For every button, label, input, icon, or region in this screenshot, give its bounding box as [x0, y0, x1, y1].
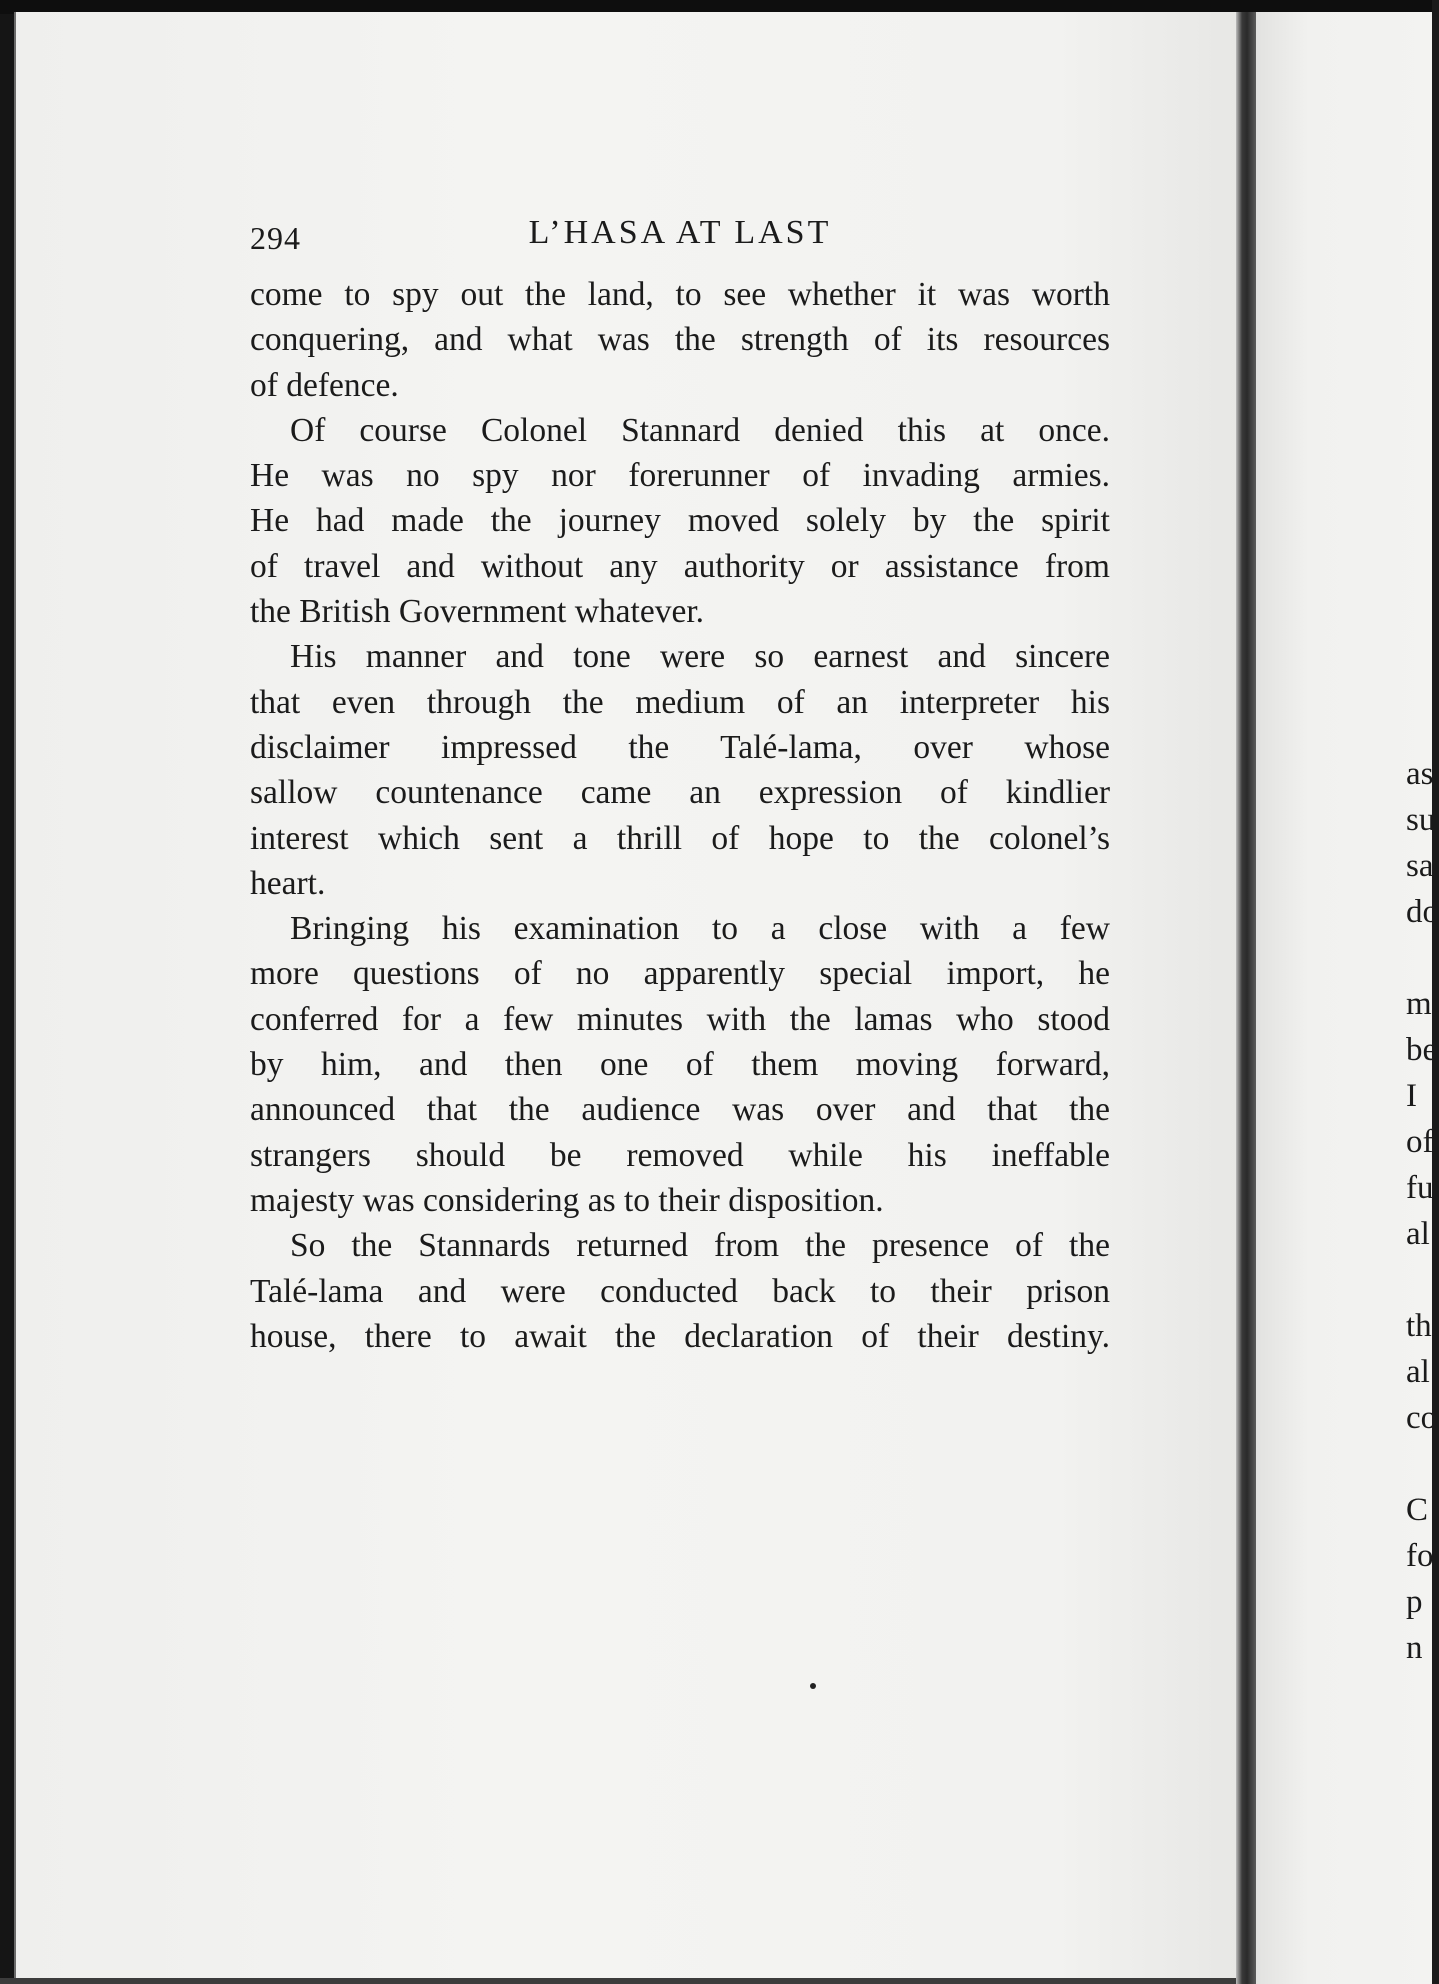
text-line: come to spy out the land, to see whether it was worth — [250, 276, 1110, 313]
text-line: Of course Colonel Stannard denied this at once. — [290, 411, 1110, 449]
facing-page-fragment: fo — [1406, 1538, 1434, 1574]
facing-page-fragment: of — [1406, 1124, 1434, 1160]
book-gutter — [1236, 12, 1256, 1984]
paragraph — [250, 272, 1110, 408]
text-line: strangers should be removed while his ineffable — [250, 1136, 1110, 1174]
text-line: He had made the journey moved solely by the spirit — [250, 502, 1110, 540]
paragraph — [250, 634, 1110, 906]
text-line: announced that the audience was over and that the — [250, 1091, 1110, 1129]
facing-page-fragment: m — [1406, 986, 1432, 1022]
text-line: sallow countenance came an expression of kindlier — [250, 774, 1110, 812]
text-line: conferred for a few minutes with the lamas who stood — [250, 1000, 1110, 1038]
page-number: 294 — [250, 220, 301, 256]
facing-page-fragment: al — [1406, 1354, 1430, 1390]
text-line: that even through the medium of an interpreter his — [250, 683, 1110, 721]
text-line: by him, and then one of them moving forward, — [250, 1046, 1110, 1084]
text-line: heart. — [250, 864, 326, 902]
facing-page-fragment: I — [1406, 1078, 1417, 1114]
text-line: the British Government whatever. — [250, 593, 705, 631]
facing-page-fragment: C — [1406, 1492, 1429, 1528]
facing-page-fragment: sa — [1406, 848, 1434, 884]
paragraph — [250, 906, 1110, 1223]
facing-page-fragment: fu — [1406, 1170, 1434, 1206]
facing-page-fragment: do — [1406, 894, 1439, 930]
text-line: conquering, and what was the strength of its resources — [250, 321, 1110, 359]
scan-bottom-edge — [0, 1978, 1236, 1984]
text-line: interest which sent a thrill of hope to the colonel’s — [250, 819, 1110, 857]
text-line: of travel and without any authority or assistance from — [250, 547, 1110, 585]
text-line: His manner and tone were so earnest and sincere — [290, 638, 1110, 676]
ink-speck — [810, 1683, 816, 1689]
facing-page-fragment: p — [1406, 1584, 1423, 1620]
facing-page-fragment: co — [1406, 1400, 1438, 1436]
running-title: L’HASA AT LAST — [528, 214, 832, 251]
facing-page-fragment: su — [1406, 802, 1436, 838]
paragraph — [250, 408, 1110, 634]
text-line: disclaimer impressed the Talé-lama, over whose — [250, 728, 1110, 766]
facing-page-fragment: n — [1406, 1630, 1423, 1666]
text-line: majesty was considering as to their disposition. — [250, 1181, 884, 1219]
facing-page-fragment: al — [1406, 1216, 1430, 1252]
text-line: So the Stannards returned from the presence of the — [290, 1227, 1110, 1265]
text-line: more questions of no apparently special import, he — [250, 955, 1110, 993]
facing-page-fragment: th — [1406, 1308, 1432, 1344]
text-line: house, there to await the declaration of their destiny. — [250, 1317, 1110, 1355]
facing-page-fragment: be — [1406, 1032, 1438, 1068]
running-head — [250, 210, 1110, 270]
text-line: Talé-lama and were conducted back to their prison — [250, 1272, 1110, 1310]
text-line: He was no spy nor forerunner of invading armies. — [250, 457, 1110, 495]
text-line: Bringing his examination to a close with a few — [290, 910, 1110, 948]
facing-page-fragment: as — [1406, 756, 1434, 792]
page-text-block — [250, 210, 1110, 1359]
text-line: of defence. — [250, 366, 399, 404]
paragraph — [250, 1223, 1110, 1359]
